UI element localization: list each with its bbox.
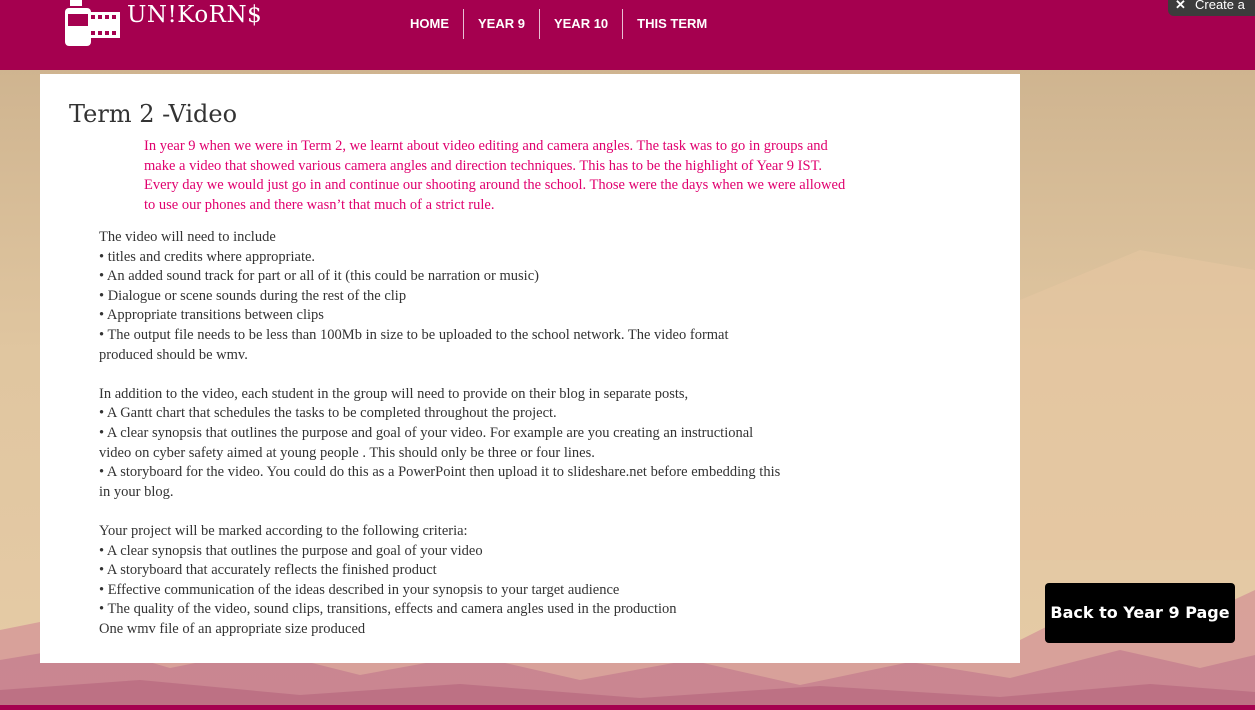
body-line: • An added sound track for part or all of it (this could be narration or music) xyxy=(99,268,539,285)
body-line: • The output file needs to be less than 100Mb in size to be uploaded to the school network. The video format xyxy=(99,326,729,343)
body-line: • A clear synopsis that outlines the purpose and goal of your video xyxy=(99,542,483,559)
body-line: video on cyber safety aimed at young people . This should only be three or four lines. xyxy=(99,444,595,461)
body-line: in your blog. xyxy=(99,483,174,500)
film-camera-logo-icon[interactable] xyxy=(64,0,122,48)
body-line: • Effective communication of the ideas described in your synopsis to your target audience xyxy=(99,581,620,598)
intro-paragraph: In year 9 when we were in Term 2, we learnt about video editing and camera angles. The task was to go in groups and make a video that showed various camera angles and direction techniques. This has to be the highlight of Year 9 IST. Every day we would just go in and continue our shooting around the school. Those were the days when we were allowed to use our phones and there wasn’t that much of a strict rule. xyxy=(144,138,846,213)
page-title: Term 2 -Video xyxy=(69,100,238,128)
body-line: • A Gantt chart that schedules the tasks to be completed throughout the project. xyxy=(99,405,557,422)
paragraph-gap xyxy=(99,365,819,385)
body-line: In addition to the video, each student in the group will need to provide on their blog in separate posts, xyxy=(99,385,689,402)
footer-bar xyxy=(0,705,1255,710)
create-badge-label: Create a xyxy=(1195,0,1245,12)
body-line: • A storyboard for the video. You could do this as a PowerPoint then upload it to slideshare.net before embedding this xyxy=(99,464,781,481)
close-icon[interactable]: ✕ xyxy=(1175,0,1186,12)
nav-home[interactable]: HOME xyxy=(410,16,449,31)
paragraph-gap xyxy=(99,502,819,522)
body-line: • A clear synopsis that outlines the purpose and goal of your video. For example are you creating an instructional xyxy=(99,424,754,441)
site-logo-text[interactable]: UN!KoRN$ xyxy=(127,2,263,28)
body-line: produced should be wmv. xyxy=(99,346,248,363)
main-nav xyxy=(396,9,721,39)
body-line: • Dialogue or scene sounds during the rest of the clip xyxy=(99,287,407,304)
body-line: • A storyboard that accurately reflects the finished product xyxy=(99,562,437,579)
site-header xyxy=(0,0,1255,70)
body-line: The video will need to include xyxy=(99,229,276,245)
create-site-badge[interactable] xyxy=(1168,0,1255,16)
assignment-body xyxy=(99,228,819,639)
body-line: • titles and credits where appropriate. xyxy=(99,248,316,265)
body-line: • The quality of the video, sound clips, transitions, effects and camera angles used in the production xyxy=(99,601,677,618)
body-line: One wmv file of an appropriate size produced xyxy=(99,620,366,637)
back-to-year-9-button[interactable]: Back to Year 9 Page xyxy=(1045,583,1235,643)
body-line: Your project will be marked according to the following criteria: xyxy=(99,522,468,539)
content-panel xyxy=(40,74,1020,663)
nav-year-9[interactable]: YEAR 9 xyxy=(463,9,539,39)
nav-this-term[interactable]: THIS TERM xyxy=(622,9,721,39)
nav-year-10[interactable]: YEAR 10 xyxy=(539,9,622,39)
body-line: • Appropriate transitions between clips xyxy=(99,307,324,324)
